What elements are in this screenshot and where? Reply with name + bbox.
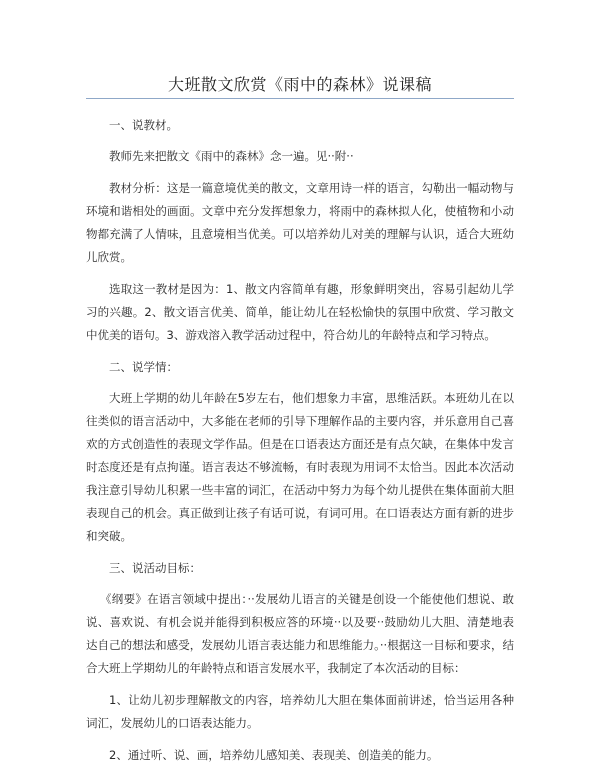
section-heading-3: 三、说活动目标：	[109, 561, 201, 575]
paragraph: 教材分析：这是一篇意境优美的散文，文章用诗一样的语言，勾勒出一幅动物与环境和谐相处的画面。文章中充分发挥想象力，将雨中的森林拟人化，使植物和小动物都充满了人情味，且意境相当优美。可以培养幼儿对美的理解与认识，适合大班幼儿欣赏。	[86, 181, 514, 264]
paragraph: 大班上学期的幼儿年龄在5岁左右，他们想象力丰富，思维活跃。本班幼儿在以往类似的语言活动中，大多能在老师的引导下理解作品的主要内容，并乐意用自己喜欢的方式创造性的表现文学作品。但是在口语表达方面还是有点欠缺，在集体中发言时态度还是有点拘谨。语言表达不够流畅，有时表现为用词不太恰当。因此本次活动我注意引导幼儿积累一些丰富的词汇，在活动中努力为每个幼儿提供在集体面前大胆表现自己的机会。真正做到让孩子有话可说，有词可用。在口语表达方面有新的进步和突破。	[86, 391, 514, 543]
paragraph: 1、让幼儿初步理解散文的内容，培养幼儿大胆在集体面前讲述，恰当运用各种词汇，发展幼儿的口语表达能力。	[86, 693, 514, 730]
document-body	[86, 108, 514, 776]
paragraph: 选取这一教材是因为：1、散文内容简单有趣，形象鲜明突出，容易引起幼儿学习的兴趣。2、散文语言优美、简单，能让幼儿在轻松愉快的氛围中欣赏、学习散文中优美的语句。3、游戏溶入教学活动过程中，符合幼儿的年龄特点和学习特点。	[86, 282, 514, 342]
section-heading-2: 二、说学情：	[109, 360, 178, 374]
page-title: 大班散文欣赏《雨中的森林》说课稿	[167, 75, 432, 94]
section-heading-1: 一、说教材。	[109, 118, 178, 132]
title-divider	[86, 98, 514, 99]
paragraph: 《纲要》在语言领域中提出：··发展幼儿语言的关键是创设一个能使他们想说、敢说、喜欢说、有机会说并能得到积极应答的环境··以及要··鼓励幼儿大胆、清楚地表达自己的想法和感受，发展幼儿语言表达能力和思维能力。··根据这一目标和要求，结合大班上学期幼儿的年龄特点和语言发展水平，我制定了本次活动的目标：	[86, 592, 514, 675]
paragraph: 教师先来把散文《雨中的森林》念一遍。见··附··	[109, 149, 354, 163]
paragraph: 2、通过听、说、画，培养幼儿感知美、表现美、创造美的能力。	[109, 748, 439, 762]
